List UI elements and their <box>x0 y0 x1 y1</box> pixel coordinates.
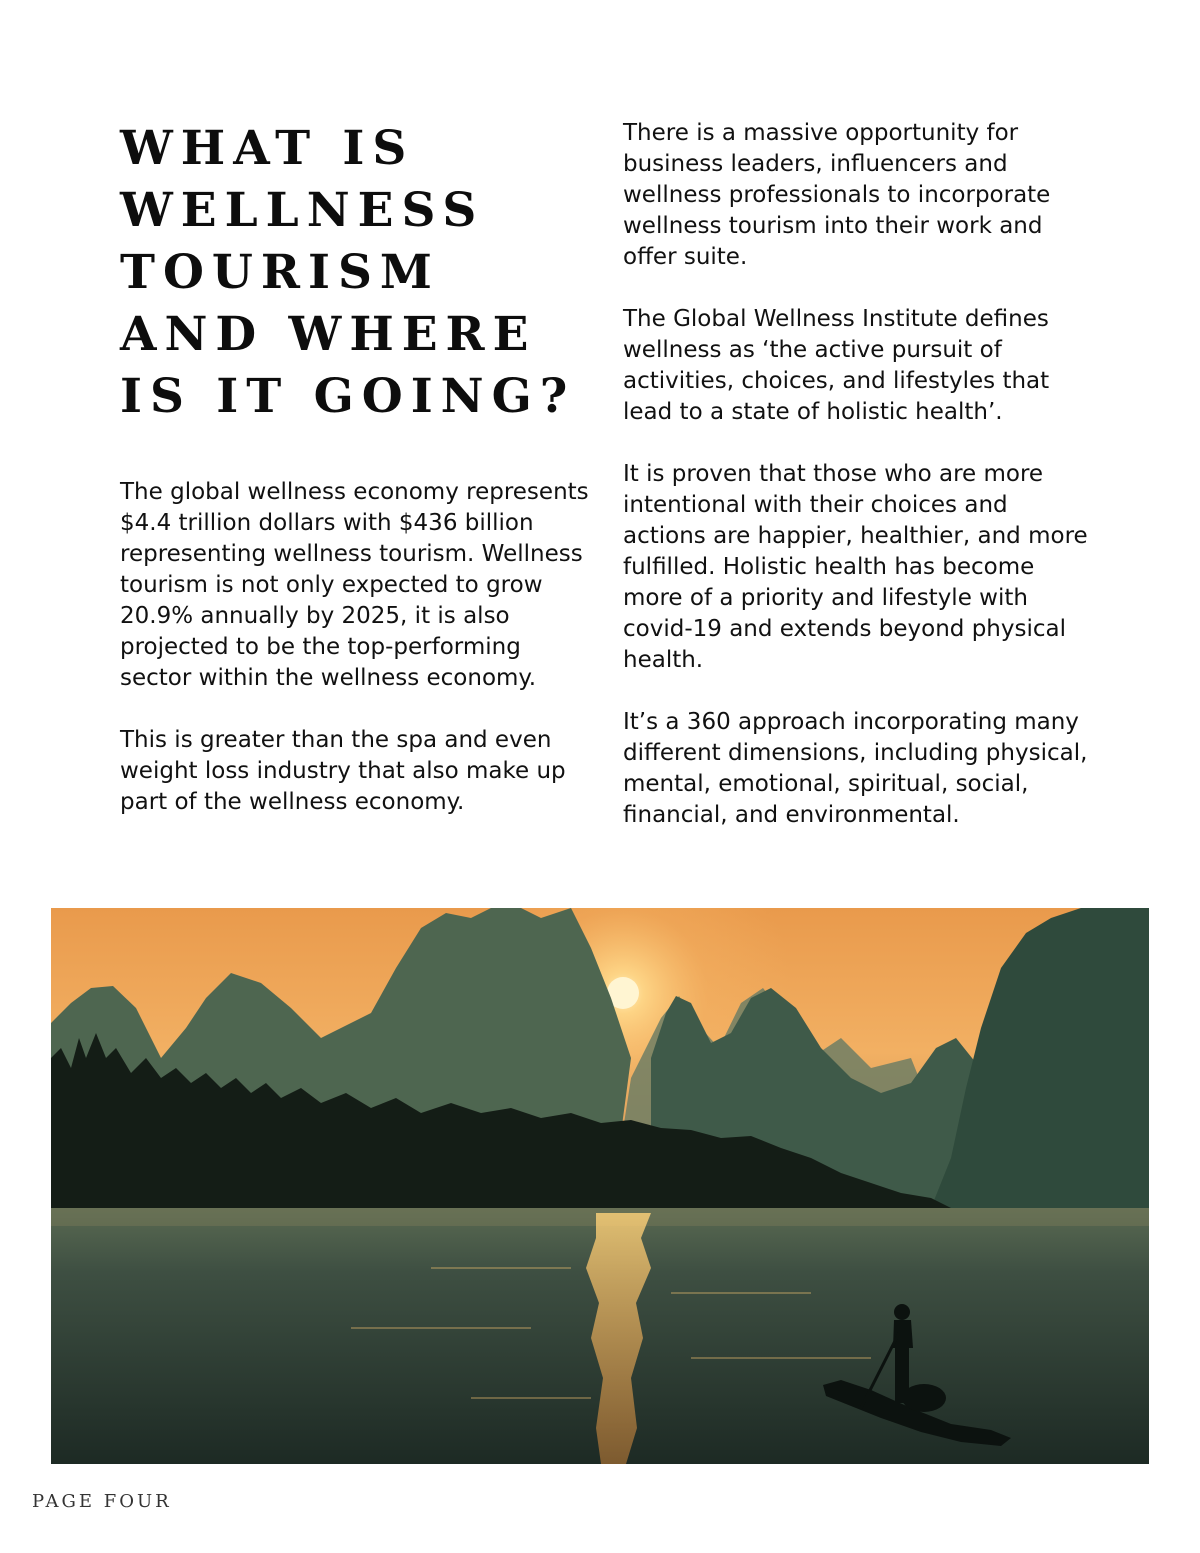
page-number-footer: PAGE FOUR <box>32 1491 172 1512</box>
paragraph: The global wellness economy represents $4.4 trillion dollars with $436 billion representing wellness tourism. Wellness tourism is not only expected to grow 20.9% annually by 2025, it is also projected to be the top-performing sector within the wellness economy. <box>120 479 589 691</box>
title-line: WELLNESS <box>120 183 485 238</box>
paragraph: This is greater than the spa and even weight loss industry that also make up part of the wellness economy. <box>120 727 566 815</box>
paragraph: It’s a 360 approach incorporating many different dimensions, including physical, mental, emotional, spiritual, social, financial, and environmental. <box>623 709 1088 828</box>
right-text-column <box>623 118 1093 862</box>
title-line: WHAT IS <box>120 121 415 176</box>
title-line: AND WHERE <box>120 307 537 362</box>
title-line: IS IT GOING? <box>120 369 576 424</box>
page-title <box>120 118 590 428</box>
river-sunset-photo <box>51 908 1149 1464</box>
left-text-column <box>120 477 590 849</box>
paragraph: It is proven that those who are more intentional with their choices and actions are happier, healthier, and more fulfilled. Holistic health has become more of a priority and lifestyle with covid-19 and extends beyond physical health. <box>623 461 1088 673</box>
paragraph: There is a massive opportunity for business leaders, influencers and wellness professionals to incorporate wellness tourism into their work and offer suite. <box>623 120 1051 270</box>
title-line: TOURISM <box>120 245 440 300</box>
paragraph: The Global Wellness Institute defines wellness as ‘the active pursuit of activities, choices, and lifestyles that lead to a state of holistic health’. <box>623 306 1050 425</box>
